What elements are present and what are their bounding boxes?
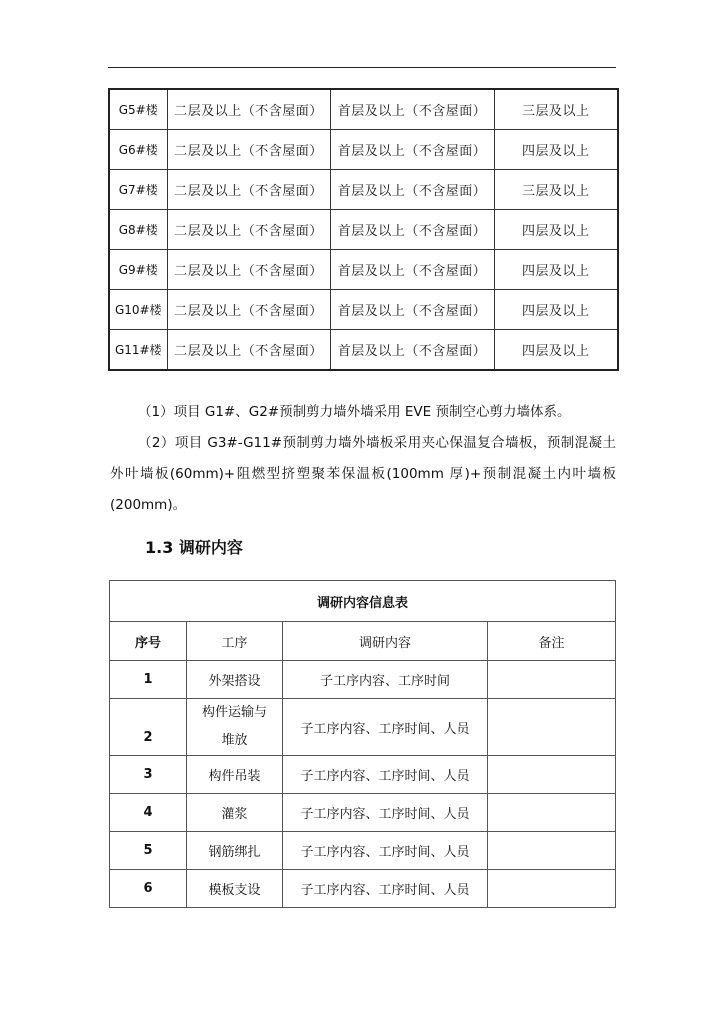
header-seq: 序号 <box>110 622 187 661</box>
table-row <box>109 89 618 130</box>
building-cell: G5#楼 <box>109 89 167 130</box>
content-cell: 子工序内容、工序时间、人员 <box>283 699 488 756</box>
floor-range-cell: 三层及以上 <box>494 89 618 130</box>
process-cell: 模板支设 <box>187 870 283 908</box>
header-rule <box>108 67 616 68</box>
table-row <box>110 756 616 794</box>
research-content-table <box>109 580 616 908</box>
building-cell: G8#楼 <box>109 210 167 250</box>
floor-range-cell: 四层及以上 <box>494 250 618 290</box>
floor-range-cell: 四层及以上 <box>494 290 618 330</box>
table-row <box>110 661 616 699</box>
seq-cell: 5 <box>110 832 187 870</box>
process-cell: 外架搭设 <box>187 661 283 699</box>
building-cell: G7#楼 <box>109 170 167 210</box>
table-row <box>109 330 618 371</box>
process-cell: 构件运输与堆放 <box>187 699 283 756</box>
process-cell: 钢筋绑扎 <box>187 832 283 870</box>
header-content: 调研内容 <box>283 622 488 661</box>
floor-range-cell: 二层及以上（不含屋面） <box>167 210 330 250</box>
process-cell: 灌浆 <box>187 794 283 832</box>
floor-range-cell: 四层及以上 <box>494 130 618 170</box>
table-row <box>109 290 618 330</box>
content-cell: 子工序内容、工序时间、人员 <box>283 832 488 870</box>
note-cell <box>488 794 616 832</box>
content-cell: 子工序内容、工序时间、人员 <box>283 870 488 908</box>
building-cell: G10#楼 <box>109 290 167 330</box>
seq-cell: 3 <box>110 756 187 794</box>
table-header-row <box>110 622 616 661</box>
content-cell: 子工序内容、工序时间、人员 <box>283 794 488 832</box>
table-row <box>110 699 616 756</box>
seq-cell: 4 <box>110 794 187 832</box>
content-cell: 子工序内容、工序时间、人员 <box>283 756 488 794</box>
content-cell: 子工序内容、工序时间 <box>283 661 488 699</box>
note-cell <box>488 832 616 870</box>
header-note: 备注 <box>488 622 616 661</box>
table-row <box>110 794 616 832</box>
table-row <box>109 170 618 210</box>
note-cell <box>488 870 616 908</box>
note-cell <box>488 661 616 699</box>
floor-range-cell: 首层及以上（不含屋面） <box>330 170 494 210</box>
floor-range-cell: 首层及以上（不含屋面） <box>330 210 494 250</box>
floor-range-cell: 二层及以上（不含屋面） <box>167 330 330 371</box>
header-process: 工序 <box>187 622 283 661</box>
seq-cell: 2 <box>110 699 187 756</box>
section-heading: 1.3 调研内容 <box>145 538 243 557</box>
table-row <box>110 832 616 870</box>
table-row <box>109 250 618 290</box>
floor-range-cell: 首层及以上（不含屋面） <box>330 250 494 290</box>
table-row <box>110 870 616 908</box>
note-cell <box>488 699 616 756</box>
building-cell: G11#楼 <box>109 330 167 371</box>
floor-range-cell: 二层及以上（不含屋面） <box>167 89 330 130</box>
floor-range-cell: 二层及以上（不含屋面） <box>167 170 330 210</box>
floor-range-cell: 三层及以上 <box>494 170 618 210</box>
floor-range-cell: 四层及以上 <box>494 330 618 371</box>
floor-range-cell: 首层及以上（不含屋面） <box>330 130 494 170</box>
building-cell: G9#楼 <box>109 250 167 290</box>
table-row <box>109 210 618 250</box>
floor-range-cell: 首层及以上（不含屋面） <box>330 330 494 371</box>
building-cell: G6#楼 <box>109 130 167 170</box>
table-row <box>109 130 618 170</box>
floor-range-cell: 首层及以上（不含屋面） <box>330 290 494 330</box>
note-cell <box>488 756 616 794</box>
seq-cell: 1 <box>110 661 187 699</box>
table-caption: 调研内容信息表 <box>110 581 616 622</box>
paragraph-eve-system: （1）项目 G1#、G2#预制剪力墙外墙采用 EVE 预制空心剪力墙体系。 <box>138 404 571 420</box>
floor-range-cell: 二层及以上（不含屋面） <box>167 250 330 290</box>
process-cell: 构件吊装 <box>187 756 283 794</box>
floor-range-cell: 二层及以上（不含屋面） <box>167 130 330 170</box>
paragraph-sandwich-wall: （2）项目 G3#-G11#预制剪力墙外墙板采用夹心保温复合墙板，预制混凝土外叶墙板(60mm)+阻燃型挤塑聚苯保温板(100mm 厚)+预制混凝土内叶墙板(200mm)。 <box>110 435 616 513</box>
floor-range-cell: 首层及以上（不含屋面） <box>330 89 494 130</box>
seq-cell: 6 <box>110 870 187 908</box>
floor-range-cell: 二层及以上（不含屋面） <box>167 290 330 330</box>
building-floors-table <box>108 88 619 371</box>
floor-range-cell: 四层及以上 <box>494 210 618 250</box>
